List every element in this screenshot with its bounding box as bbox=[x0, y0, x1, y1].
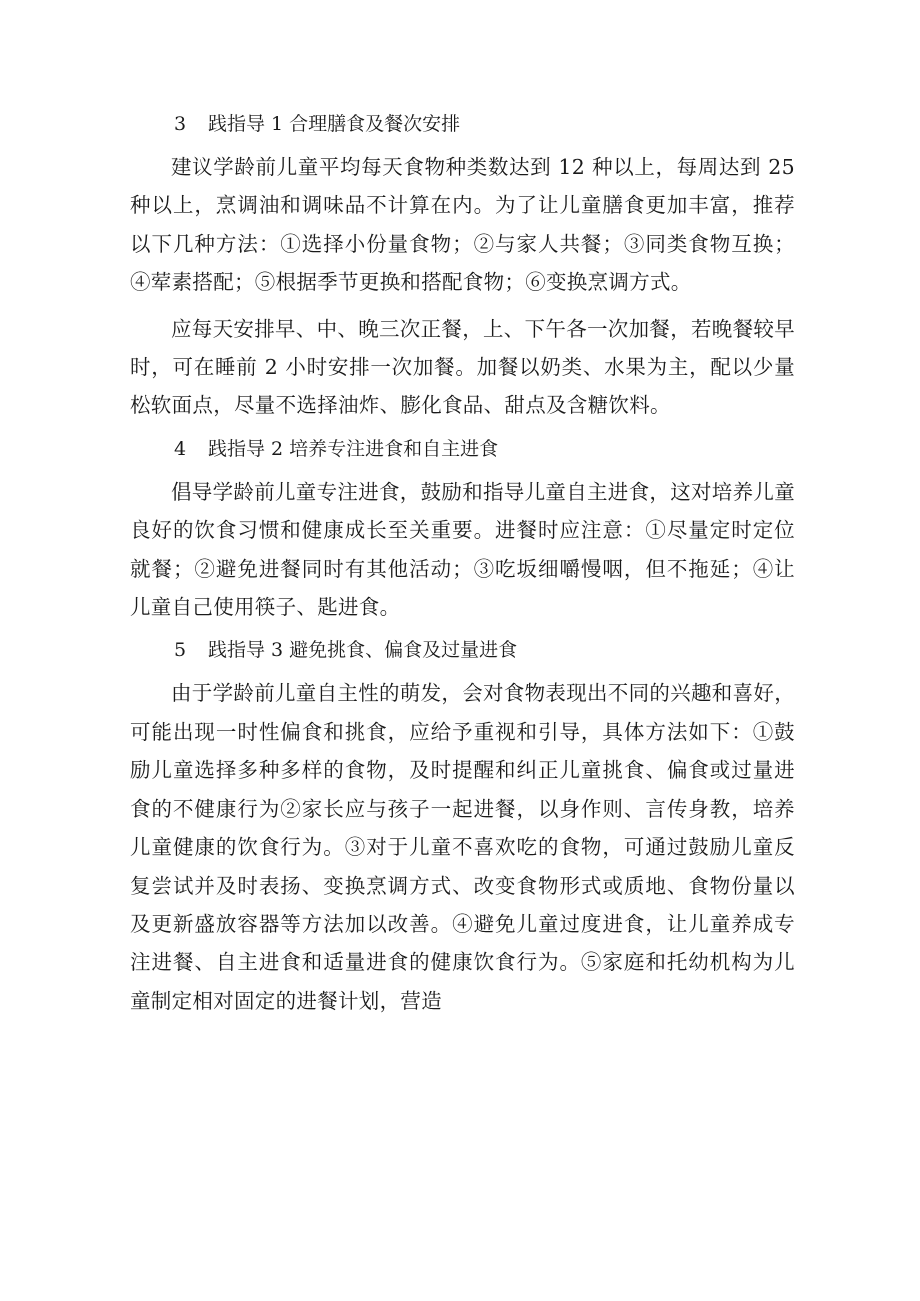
paragraph: 建议学龄前儿童平均每天食物种类数达到 12 种以上，每周达到 25 种以上，烹调油和调味品不计算在内。为了让儿童膳食更加丰富，推荐以下几种方法：①选择小份量食物；②与家人共餐；③同类食物互换；④荤素搭配；⑤根据季节更换和搭配食物；⑥变换烹调方式。 bbox=[130, 155, 795, 295]
section-heading-4 bbox=[130, 429, 795, 469]
section-number: 5 bbox=[174, 639, 187, 662]
section-heading-5 bbox=[130, 630, 795, 670]
paragraph: 应每天安排早、中、晚三次正餐，上、下午各一次加餐，若晚餐较早时，可在睡前 2 小时安排一次加餐。加餐以奶类、水果为主，配以少量松软面点，尽量不选择油炸、膨化食品、甜点及含糖饮料。 bbox=[130, 316, 795, 418]
section-heading-3 bbox=[130, 104, 795, 144]
paragraph: 倡导学龄前儿童专注进食，鼓励和指导儿童自主进食，这对培养儿童良好的饮食习惯和健康成长至关重要。进餐时应注意：①尽量定时定位就餐；②避免进餐同时有其他活动；③吃坂细嚼慢咽，但不拖延；④让儿童自己使用筷子、匙进食。 bbox=[130, 479, 795, 620]
section-title: 践指导 3 避免挑食、偏食及过量进食 bbox=[208, 639, 518, 662]
section-number: 3 bbox=[174, 113, 187, 135]
section-number: 4 bbox=[174, 437, 187, 460]
paragraph: 由于学龄前儿童自主性的萌发，会对食物表现出不同的兴趣和喜好，可能出现一时性偏食和挑食，应给予重视和引导，具体方法如下：①鼓励儿童选择多种多样的食物，及时提醒和纠正儿童挑食、偏食或过量进食的不健康行为②家长应与孩子一起进餐，以身作则、言传身教，培养儿童健康的饮食行为。③对于儿童不喜欢吃的食物，可通过鼓励儿童反复尝试并及时表扬、变换烹调方式、改变食物形式或质地、食物份量以及更新盛放容器等方法加以改善。④避免儿童过度进食，让儿童养成专注进餐、自主进食和适量进食的健康饮食行为。⑤家庭和托幼机构为儿童制定相对固定的进餐计划，营造 bbox=[130, 681, 795, 1013]
section-title: 践指导 1 合理膳食及餐次安排 bbox=[208, 113, 461, 135]
section-title: 践指导 2 培养专注进食和自主进食 bbox=[208, 437, 499, 460]
document-page bbox=[130, 104, 795, 1020]
